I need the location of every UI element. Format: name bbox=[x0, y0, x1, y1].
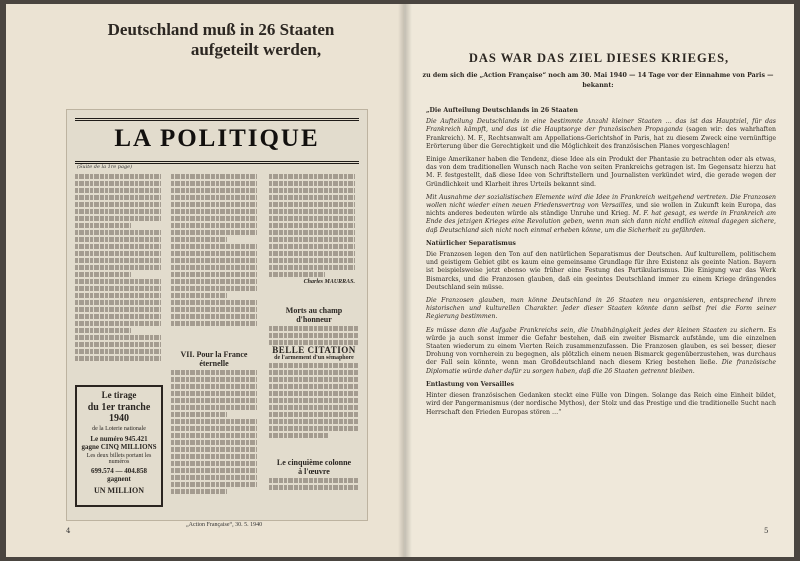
fifth-column-heading: Le cinquième colonne bbox=[276, 458, 352, 467]
column-3-bottom bbox=[269, 458, 359, 492]
tirage-line-6: Les deux billets portant les numéros bbox=[86, 453, 152, 465]
paragraph-7: Hinter diesen französischen Gedanken steckt eine Fülle von Dingen. Solange das Reich eine Einheit bildet, wird der Pangermanismus (der nordische Mythos), der Stolz und das Prestige und die traditionelle Sucht nach Herrschaft den Frieden Europas stören …“ bbox=[426, 392, 776, 416]
column-2 bbox=[171, 172, 257, 328]
tirage-line-4: Le numéro 945.421 bbox=[90, 435, 148, 443]
tirage-line-2: du 1er tranche 1940 bbox=[87, 402, 151, 424]
section-title-2: Natürlicher Separatismus bbox=[426, 239, 516, 247]
left-page bbox=[6, 4, 404, 557]
tirage-line-5: gagne CINQ MILLIONS bbox=[81, 443, 157, 451]
suite-note: (Suite de la 1re page) bbox=[77, 164, 133, 170]
paragraph-2: Einige Amerikaner haben die Tendenz, diese Idee als ein Produkt der Phantasie zu betrachten oder als etwas, das von dem traditionellen Wunsch nach Rache von seiten Frankreichs getragen ist. Im Gegensatz hierzu hat M. F. festgestellt, daß diese Idee von Schriftstellern und Journalisten verkündet wird, die gerade wegen der Gründlichkeit und Klarheit ihres Urteils bekannt sind. bbox=[426, 156, 776, 188]
column-3 bbox=[269, 172, 355, 285]
tirage-line-8: UN MILLION bbox=[93, 486, 144, 495]
citation-heading: BELLE CITATION bbox=[272, 345, 356, 355]
clipping-caption: „Action Française“, 30. 5. 1940 bbox=[186, 522, 263, 528]
book-gutter bbox=[398, 4, 412, 557]
section-title-3: Entlastung von Versailles bbox=[426, 380, 515, 388]
left-headline-line-1: Deutschland muß in 26 Staaten bbox=[107, 20, 335, 39]
column-2-section bbox=[171, 350, 257, 496]
book-spread bbox=[6, 4, 794, 557]
article-body bbox=[426, 102, 776, 422]
lottery-box bbox=[75, 385, 163, 507]
tirage-line-1: Le tirage bbox=[101, 390, 137, 400]
right-subheadline: zu dem sich die „Action Française“ noch am 30. Mai 1940 — 14 Tage vor der Einnahme von Paris — bekannt: bbox=[422, 72, 774, 89]
paragraph-5: Die Franzosen glauben, man könne Deutschland in 26 Staaten neu organisieren, entsprechend ihrem historischen und kulturellen Charakter. Jeder dieser Staaten könnte dann selbst frei die Form seiner Regierung bestimmen. bbox=[426, 297, 776, 321]
column-1 bbox=[75, 172, 161, 363]
newspaper-clipping bbox=[66, 109, 368, 521]
column-3-citation bbox=[269, 345, 359, 440]
newspaper-masthead bbox=[75, 118, 359, 164]
paragraph-4: Die Franzosen legen den Ton auf den natürlichen Separatismus der Deutschen. Auf kulturellem, politischem und geistigem Gebiet gibt es kaum eine gemeinsame Grundlage für ihre Existenz als geeinte Nation. Bayern ist beispielsweise jetzt ebenso wie früher eine Festung des Partikularismus. Die Einigung war das Werk Bismarcks, und die Franzosen glauben, daß ein geeintes Deutschland immer zu einem Kriege drängendes Deutschland sein müsse. bbox=[426, 251, 776, 291]
tirage-line-3: de la Loterie nationale bbox=[92, 426, 146, 432]
citation-subheading: de l'armement d'un sémaphore bbox=[274, 355, 354, 361]
tirage-line-7: 699.574 — 404.858 gagnent bbox=[91, 467, 147, 483]
fifth-column-heading-2: à l'œuvre bbox=[298, 467, 330, 476]
author-signature: Charles MAURRAS. bbox=[303, 279, 355, 285]
left-headline-line-2: aufgeteilt werden, bbox=[190, 40, 322, 59]
left-page-number: 4 bbox=[66, 527, 71, 535]
paragraph-1: Die Aufteilung Deutschlands in eine bestimmte Anzahl kleiner Staaten … das ist das Hauptziel, für das Frankreich kämpft, und das ist die Hauptsorge der französischen Propaganda (sagen wir: des wahrhaften Frankreich). M. F., Rechtsanwalt am Appellations-Gerichtshof in Paris, hat zu diesem Zweck eine vernünftige Erörterung über die Gerechtigkeit und die Möglichkeit des französischen Planes vorgeschlagen! bbox=[426, 118, 776, 150]
column-2-heading: VII. Pour la France éternelle bbox=[180, 350, 248, 368]
right-page-number: 5 bbox=[764, 527, 769, 535]
right-page bbox=[404, 4, 794, 557]
section-title-1: „Die Aufteilung Deutschlands in 26 Staaten bbox=[426, 107, 578, 114]
death-notice-heading: Morts au champ d'honneur bbox=[285, 306, 343, 324]
paragraph-6: Es müsse dann die Aufgabe Frankreichs sein, die Unabhängigkeit jedes der kleinen Staaten zu sichern. Es würde ja auch sonst immer die Gefahr bestehen, daß ein zweiter Bismarck aufstände, um die einzelnen Staaten wiederum zu einem Vierten Reich zusammenzufassen. Die Franzosen glauben, es sei besser, dieser Drohung von vornherein zu begegnen, als plötzlich einem neuen Bismarck gegenüberzustehen, was durchaus der Fall sein könnte, wenn man Großdeutschland nach diesem Krieg bestehen ließe. Die französische Diplomatie würde daher dafür zu sorgen haben, daß die 26 Staaten getrennt bleiben. bbox=[426, 326, 776, 375]
column-3-death-notice bbox=[269, 306, 359, 347]
left-headline bbox=[56, 20, 386, 60]
paragraph-3: Mit Ausnahme der sozialistischen Elemente wird die Idee in Frankreich weitgehend vertreten. Die Franzosen wollen nicht wieder einen neuen Friedensvertrag von Versailles, und sie wollen in Zukunft kein Europa, das nichts anderes bedeuten würde als ständige Unruhe und Krieg. M. F. hat gesagt, es werde in Frankreich am Ende des jetzigen Krieges eine Revolution geben, wenn man sich dann nicht endlich einmal dagegen sichere, daß Deutschland sich nicht noch einmal erheben könne, um die Sicherheit zu gefährden. bbox=[426, 193, 777, 234]
right-headline: DAS WAR DAS ZIEL DIESES KRIEGES, bbox=[468, 51, 730, 65]
masthead-title: LA POLITIQUE bbox=[114, 125, 320, 152]
